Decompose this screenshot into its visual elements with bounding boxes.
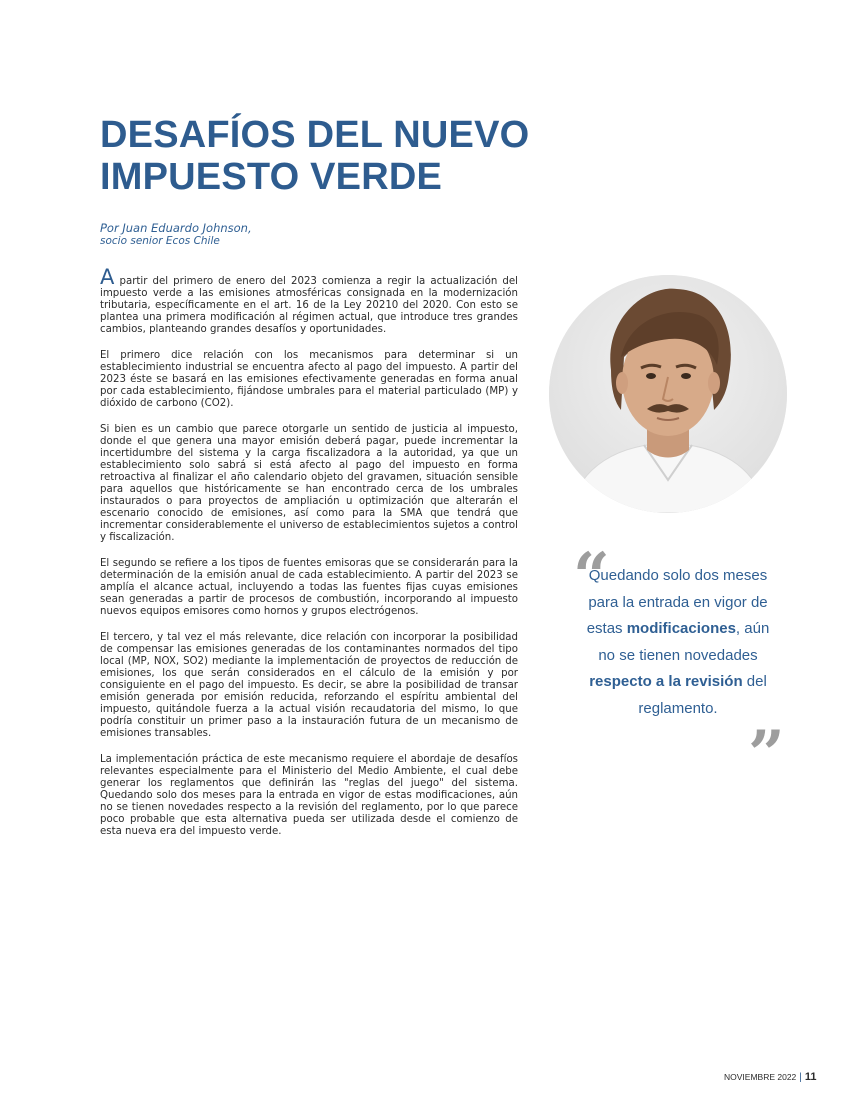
page-number: 11 (804, 1071, 817, 1083)
pull-quote-part-1: Quedando solo dos meses para la entrada en vigor de estas (586, 567, 768, 637)
paragraph-5: El tercero, y tal vez el más relevante, dice relación con incorporar la posibilidad de compensar las emisiones generadas de los contaminantes normados del tipo local (MP, NOX, SO2) mediante la implementación de proyectos de reducción de emisiones, los que serán considerados en el cálculo de la emisión y por consiguiente en el pago del impuesto. Es decir, se abre la posibilidad de transar emisión generada por emisión reducida, reforzando el espíritu ambiental del impuesto, quitándole fuerza a la actual visión recaudatoria del mismo, lo que podría constituir un primer paso a la instauración futura de un mecanismo de emisiones transables. (100, 631, 518, 740)
pull-quote-bold-1: modificaciones (626, 620, 736, 637)
pull-quote-part-3: del reglamento. (638, 673, 767, 717)
paragraph-4: El segundo se refiere a los tipos de fuentes emisoras que se considerarán para la determinación de la emisión anual de cada establecimiento. A partir del 2023 se amplía el alcance actual, incluyendo a todas las fuentes fijas cuyas emisiones sean generadas a partir de procesos de combustión, incorporando al impuesto nuevos equipos emisores como hornos y grupos electrógenos. (100, 557, 518, 618)
close-quote-icon: ” (748, 717, 785, 792)
pull-quote (573, 539, 785, 792)
footer-separator: | (799, 1072, 802, 1083)
paragraph-2: El primero dice relación con los mecanismos para determinar si un establecimiento industrial se encuentra afecto al pago del impuesto. A partir del 2023 éste se basará en las emisiones efectivamente generadas en forma anual por cada establecimiento, fijándose umbrales para el material particulado (MP) y dióxido de carbono (CO2). (100, 349, 518, 410)
author-role: socio senior Ecos Chile (100, 235, 220, 247)
title-line-1: DESAFÍOS DEL NUEVO (100, 114, 530, 156)
page-footer (724, 1067, 817, 1085)
byline (100, 221, 400, 248)
article-title (100, 114, 620, 198)
issue-date: NOVIEMBRE 2022 (724, 1072, 797, 1082)
author-portrait-illustration (549, 275, 787, 513)
author-name: Por Juan Eduardo Johnson, (100, 221, 252, 235)
author-portrait (549, 275, 787, 513)
paragraph-6: La implementación práctica de este mecanismo requiere el abordaje de desafíos relevantes especialmente para el Ministerio del Medio Ambiente, el cual debe generar los reglamentos que definirán las "reglas del juego" del sistema. Quedando solo dos meses para la entrada en vigor de estas modificaciones, aún no se tienen novedades respecto a la revisión del reglamento, por lo que parece poco probable que esta alternativa pueda ser utilizada desde el comienzo de esta nueva era del impuesto verde. (100, 753, 518, 838)
paragraph-3: Si bien es un cambio que parece otorgarle un sentido de justicia al impuesto, donde el que genera una mayor emisión deberá pagar, puede incrementar la incertidumbre del sistema y la carga fiscalizadora a la autoridad, ya que un establecimiento solo sabrá si está afecto al pago del impuesto en forma retroactiva al finalizar el año calendario objeto del gravamen, situación sensible para aquellos que históricamente se han encontrado cerca de los umbrales instaurados o para proyectos de ampliación u optimización que alterarán el escenario conocido de emisiones, así como para la SMA que tendrá que incrementar considerablemente el universo de establecimientos sujetos a control y fiscalización. (100, 423, 518, 544)
open-quote-icon: “ (573, 539, 610, 614)
title-line-2: IMPUESTO VERDE (100, 156, 443, 198)
article-body (100, 265, 518, 852)
paragraph-1: A partir del primero de enero del 2023 comienza a regir la actualización del impuesto verde a las emisiones atmosféricas consignada en la modernización tributaria, específicamente en el art. 16 de la Ley 20210 del 2020. Con esto se plantea una primera modificación al régimen actual, que introduce tres grandes cambios, planteando grandes desafíos y oportunidades. (100, 265, 518, 336)
pull-quote-bold-2: respecto a la revisión (589, 673, 743, 690)
pull-quote-text (583, 563, 773, 722)
pull-quote-part-2: , aún no se tienen novedades (598, 620, 770, 664)
